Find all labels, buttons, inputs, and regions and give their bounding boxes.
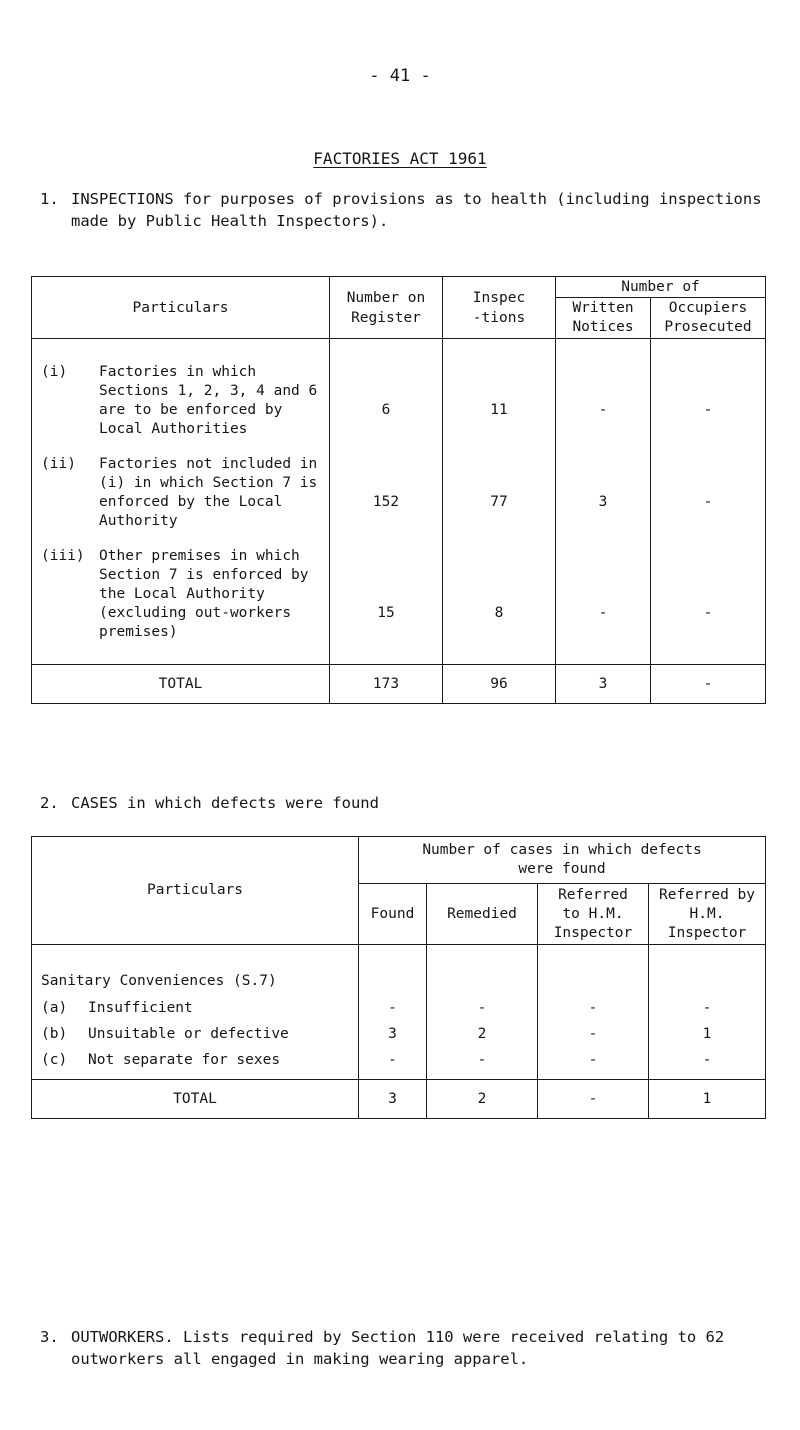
section-2-heading-text: CASES in which defects were found: [71, 794, 379, 812]
value-inspections: 77: [490, 494, 508, 510]
table-row: [32, 547, 766, 665]
header-number-of-cases: Number of cases in which defects were found: [359, 837, 766, 884]
cell-remedied: -: [427, 995, 538, 1021]
document-title-text: FACTORIES ACT 1961: [313, 149, 487, 168]
section-3-heading: [40, 1326, 780, 1370]
cell-written-notices: [556, 455, 651, 531]
table-row: [32, 339, 766, 440]
row-number: (a): [41, 1000, 68, 1016]
total-register: 173: [330, 665, 443, 704]
row-description: Insufficient: [88, 1000, 193, 1016]
empty-cell: [359, 945, 427, 996]
row-description: Other premises in which Section 7 is enforced by the Local Authority (excluding out-workers premises): [99, 548, 309, 640]
section-1-heading: [40, 188, 780, 232]
row-particulars: [32, 1021, 359, 1047]
row-particulars: [32, 547, 330, 665]
section-1-heading-text: INSPECTIONS for purposes of provisions as to health (including inspections made by Public Health Inspectors).: [71, 190, 762, 230]
total-label: TOTAL: [32, 1080, 359, 1119]
table-row: [32, 1047, 766, 1080]
spacer-row: [32, 439, 766, 455]
spacer-cell: [651, 439, 766, 455]
row-description: Unsuitable or defective: [88, 1026, 289, 1042]
spacer-cell: [443, 439, 556, 455]
value-written-notices: -: [598, 402, 608, 418]
cell-inspections: [443, 547, 556, 665]
cell-written-notices: [556, 547, 651, 665]
defects-table: [31, 836, 766, 1119]
total-row: [32, 665, 766, 704]
cell-referred-by: -: [649, 1047, 766, 1080]
row-particulars: [32, 339, 330, 440]
group-label: Sanitary Conveniences (S.7): [32, 945, 359, 996]
header-remedied: Remedied: [427, 884, 538, 945]
row-number: (b): [41, 1026, 68, 1042]
total-label: TOTAL: [32, 665, 330, 704]
value-occupiers-prosecuted: -: [703, 605, 713, 621]
total-written-notices: 3: [556, 665, 651, 704]
total-occupiers-prosecuted: -: [651, 665, 766, 704]
row-description: Factories in which Sections 1, 2, 3, 4 and 6 are to be enforced by Local Authorities: [99, 364, 318, 437]
value-register: 15: [377, 605, 395, 621]
header-referred-to: Referred to H.M. Inspector: [538, 884, 649, 945]
total-remedied: 2: [427, 1080, 538, 1119]
cell-referred-to: -: [538, 1047, 649, 1080]
header-particulars: Particulars: [32, 277, 330, 339]
cell-remedied: -: [427, 1047, 538, 1080]
cell-referred-by: -: [649, 995, 766, 1021]
cell-referred-to: -: [538, 1021, 649, 1047]
cell-occupiers-prosecuted: [651, 547, 766, 665]
cell-occupiers-prosecuted: [651, 339, 766, 440]
row-description: Not separate for sexes: [88, 1052, 281, 1068]
table-row: [32, 995, 766, 1021]
row-number: (ii): [41, 456, 76, 472]
header-found: Found: [359, 884, 427, 945]
header-occupiers-prosecuted: Occupiers Prosecuted: [651, 298, 766, 339]
cell-inspections: [443, 455, 556, 531]
header-referred-by: Referred by H.M. Inspector: [649, 884, 766, 945]
group-row: [32, 945, 766, 996]
defects-header-row: [32, 837, 766, 884]
row-number: (iii): [41, 548, 85, 564]
spacer-cell: [651, 531, 766, 547]
document-title: [0, 149, 800, 168]
spacer-cell: [443, 531, 556, 547]
section-2-heading: [40, 792, 780, 814]
value-inspections: 8: [494, 605, 504, 621]
cell-found: 3: [359, 1021, 427, 1047]
empty-cell: [649, 945, 766, 996]
row-particulars: [32, 1047, 359, 1080]
total-found: 3: [359, 1080, 427, 1119]
cell-found: -: [359, 995, 427, 1021]
section-1-number: 1.: [40, 190, 59, 208]
cell-inspections: [443, 339, 556, 440]
cell-remedied: 2: [427, 1021, 538, 1047]
cell-referred-to: -: [538, 995, 649, 1021]
cell-register: [330, 547, 443, 665]
value-written-notices: 3: [598, 494, 608, 510]
row-number: (c): [41, 1052, 68, 1068]
header-number-of: Number of: [556, 277, 766, 298]
total-row: [32, 1080, 766, 1119]
header-written-notices: Written Notices: [556, 298, 651, 339]
spacer-cell: [32, 531, 330, 547]
empty-cell: [538, 945, 649, 996]
spacer-cell: [556, 531, 651, 547]
spacer-cell: [556, 439, 651, 455]
value-register: 6: [381, 402, 391, 418]
table-row: [32, 455, 766, 531]
value-occupiers-prosecuted: -: [703, 402, 713, 418]
header-inspections: Inspec -tions: [443, 277, 556, 339]
row-description: Factories not included in (i) in which Section 7 is enforced by the Local Authority: [99, 456, 318, 529]
cell-found: -: [359, 1047, 427, 1080]
cell-register: [330, 455, 443, 531]
total-referred-to: -: [538, 1080, 649, 1119]
cell-written-notices: [556, 339, 651, 440]
cell-referred-by: 1: [649, 1021, 766, 1047]
value-register: 152: [372, 494, 400, 510]
value-occupiers-prosecuted: -: [703, 494, 713, 510]
inspections-table: [31, 276, 766, 704]
row-number: (i): [41, 364, 68, 380]
total-inspections: 96: [443, 665, 556, 704]
cell-register: [330, 339, 443, 440]
section-3-number: 3.: [40, 1328, 59, 1346]
cell-occupiers-prosecuted: [651, 455, 766, 531]
spacer-row: [32, 531, 766, 547]
value-inspections: 11: [490, 402, 508, 418]
spacer-cell: [330, 531, 443, 547]
table-row: [32, 1021, 766, 1047]
spacer-cell: [330, 439, 443, 455]
spacer-cell: [32, 439, 330, 455]
section-3-text: OUTWORKERS. Lists required by Section 110 were received relating to 62 outworkers all engaged in making wearing apparel.: [71, 1328, 725, 1368]
inspections-header-row: [32, 277, 766, 298]
header-number-on-register: Number on Register: [330, 277, 443, 339]
section-2-number: 2.: [40, 794, 59, 812]
empty-cell: [427, 945, 538, 996]
total-referred-by: 1: [649, 1080, 766, 1119]
row-particulars: [32, 995, 359, 1021]
page-number: - 41 -: [369, 66, 431, 86]
header-particulars: Particulars: [32, 837, 359, 945]
row-particulars: [32, 455, 330, 531]
value-written-notices: -: [598, 605, 608, 621]
